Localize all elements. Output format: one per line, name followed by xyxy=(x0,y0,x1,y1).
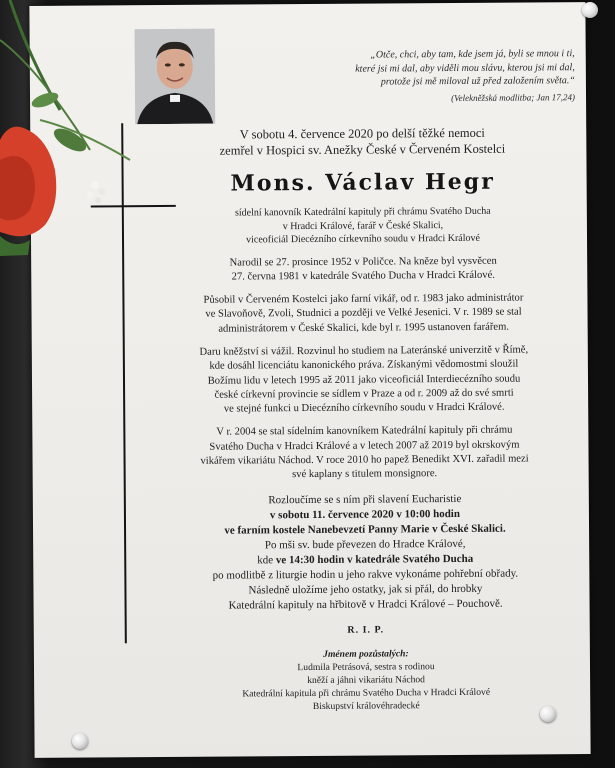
pushpin-icon xyxy=(72,733,88,749)
mourner-line: Katedrální kapitula při chrámu Svatého Ducha v Hradci Králové xyxy=(242,686,491,700)
paragraph-line: vikářem vikariátu Náchod. V roce 2010 ho papež Benedikt XVI. zařadil mezi xyxy=(200,453,529,467)
funeral-line: po modlitbě z liturgie hodin u jeho rakve vykonáme pohřební obřady. xyxy=(212,567,519,582)
quote-line: protože jsi mě miloval už před založením světa.“ xyxy=(380,75,575,88)
funeral-details xyxy=(151,491,580,614)
mourners-header: Jménem pozůstalých: xyxy=(323,647,409,660)
mourner-line: Biskupství královéhradecké xyxy=(312,699,420,712)
mourner-line: Ludmila Petrásová, sestra s rodinou xyxy=(297,660,435,673)
quote-source: (Velekněžská modlitba; Jan 17,24) xyxy=(451,91,576,103)
paragraph-line: administrátorem v České Skalici, kde byl r. 1995 ustanoven farářem. xyxy=(218,321,509,335)
paragraph-line: Svatého Ducha v Hradci Králové a v letech 2007 až 2019 byl okrskovým xyxy=(209,439,520,453)
funeral-line: Rozloučíme se s ním při slavení Eucharistie xyxy=(268,492,462,506)
deceased-name: Mons. Václav Hegr xyxy=(230,168,495,197)
pushpin-icon xyxy=(582,2,598,18)
bible-quote xyxy=(245,47,575,106)
quote-line: které jsi mi dal, aby viděli mou slávu, kterou jsi mi dal, xyxy=(355,61,575,75)
title-line: sídelní kanovník Katedrální kapituly při chrámu Svatého Ducha xyxy=(234,205,491,219)
death-announcement xyxy=(148,124,576,159)
biography-paragraph xyxy=(149,291,577,337)
title-line: viceoficiál Diecézního církevního soudu v Hradci Králové xyxy=(246,232,480,246)
funeral-church: ve farním kostele Nanebevzetí Panny Marie v České Skalici. xyxy=(224,522,506,537)
title-line: v Hradci Králové, farář v České Skalici, xyxy=(282,219,444,232)
paragraph-line: Narodil se 27. prosince 1952 v Poličce. Na kněze byl vysvěcen xyxy=(229,255,497,269)
paragraph-line: Božímu lidu v letech 1995 až 2011 jako viceoficiál Interdiecézního soudu xyxy=(207,373,521,387)
mourners-list xyxy=(152,646,580,714)
quote-line: „Otče, chci, aby tam, kde jsem já, byli se mnou i ti, xyxy=(370,48,575,61)
biography-paragraph xyxy=(150,343,578,417)
funeral-line: Katedrální kapituly na hřbitově v Hradci Králové – Pouchově. xyxy=(228,597,503,612)
biography-paragraph xyxy=(150,424,578,484)
funeral-line: Po mši sv. bude převezen do Hradce Králové, xyxy=(264,537,466,551)
paragraph-line: Daru kněžství si vážil. Rozvinul ho studiem na Lateránské univerzitě v Římě, xyxy=(199,344,529,358)
funeral-cathedral-time: ve 14:30 hodin v katedrále Svatého Ducha xyxy=(275,552,474,566)
paragraph-line: kde dosáhl licenciátu kanonického práva. Získanými vědomostmi sloužil xyxy=(209,358,519,372)
funeral-line: kde xyxy=(257,553,276,567)
paragraph-line: ve stejné funkci u Diecézního církevního soudu v Hradci Králové. xyxy=(223,401,505,415)
biography-paragraph xyxy=(149,254,577,286)
mourner-line: kněží a jáhni vikariátu Náchod xyxy=(307,673,426,686)
paragraph-line: své kaplany s titulem monsignore. xyxy=(292,468,438,481)
paragraph-line: ve Slavoňově, Zvoli, Studnici a později ve Velké Jesenici. V r. 1989 se stal xyxy=(205,306,522,321)
funeral-date: v sobotu 11. července 2020 v 10:00 hodin xyxy=(269,507,461,521)
obituary-body xyxy=(148,124,580,714)
rose-flower-icon xyxy=(0,0,150,260)
paragraph-line: české církevní provincie se sídlem v Praze a od r. 2009 až do své smrti xyxy=(214,387,514,401)
paragraph-line: Působil v Červeném Kostelci jako farní vikář, od r. 1983 jako administrátor xyxy=(203,292,524,306)
paragraph-line: 27. června 1981 v katedrále Svatého Ducha v Hradci Králové. xyxy=(231,269,495,283)
funeral-line: Následně uložíme jeho ostatky, jak si přál, do hrobky xyxy=(248,582,483,597)
intro-line: V sobotu 4. července 2020 po delší těžké nemoci xyxy=(239,125,485,142)
paragraph-line: V r. 2004 se stal sídelním kanovníkem Katedrální kapituly při chrámu xyxy=(216,425,513,439)
intro-line: zemřel v Hospici sv. Anežky České v Červeném Kostelci xyxy=(219,141,506,158)
rip-text: R. I. P. xyxy=(347,624,385,636)
deceased-titles xyxy=(149,204,577,247)
pushpin-icon xyxy=(540,706,556,722)
